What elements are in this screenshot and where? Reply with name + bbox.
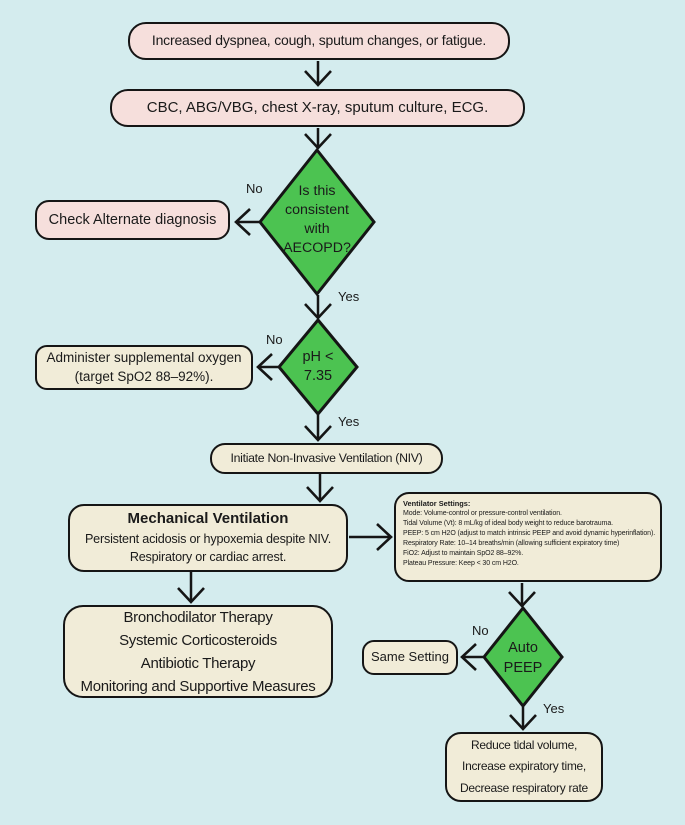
vent-settings-line: Tidal Volume (Vt): 8 mL/kg of ideal body weight to reduce barotrauma.	[403, 520, 613, 527]
vent-settings-line: Mode: Volume-control or pressure-control ventilation.	[403, 510, 562, 517]
vent-settings-line: Respiratory Rate: 10–14 breaths/min (allowing sufficient expiratory time)	[403, 540, 620, 547]
mech-vent-title: Mechanical Ventilation	[127, 509, 289, 527]
reduce-line: Increase expiratory time,	[462, 759, 586, 774]
node-same-setting	[362, 640, 458, 675]
edge-label-auto-peep-yes: Yes	[543, 701, 565, 716]
decision-ph-label: pH < 7.35	[302, 348, 334, 384]
vent-settings-line: PEEP: 5 cm H2O (adjust to match intrinsic PEEP and avoid dynamic hyperinflation).	[403, 530, 656, 537]
edge-label-aecopd-yes: Yes	[338, 289, 360, 304]
decision-auto-peep-label: Auto PEEP	[503, 640, 543, 676]
node-workup-label: CBC, ABG/VBG, chest X-ray, sputum culture, ECG.	[146, 98, 489, 116]
reduce-line: Reduce tidal volume,	[470, 737, 578, 752]
node-niv	[210, 443, 443, 474]
vent-settings-title: Ventilator Settings:	[403, 499, 471, 508]
node-reduce	[445, 732, 603, 802]
node-vent-settings	[394, 492, 662, 582]
node-workup	[110, 89, 525, 127]
vent-settings-line: Plateau Pressure: Keep < 30 cm H2O.	[403, 560, 519, 567]
node-symptoms	[128, 22, 510, 60]
node-check-alternate-label: Check Alternate diagnosis	[48, 211, 217, 228]
node-symptoms-label: Increased dyspnea, cough, sputum changes, or fatigue.	[151, 32, 487, 49]
mech-vent-line: Persistent acidosis or hypoxemia despite NIV.	[84, 531, 332, 546]
node-niv-label: Initiate Non-Invasive Ventilation (NIV)	[230, 450, 423, 465]
vent-settings-line: FiO2: Adjust to maintain SpO2 88–92%.	[403, 550, 524, 557]
edge-label-ph-yes: Yes	[338, 414, 360, 429]
node-check-alternate	[35, 200, 230, 240]
therapy-line: Monitoring and Supportive Measures	[80, 677, 316, 695]
node-mech-vent	[68, 504, 348, 572]
mech-vent-line: Respiratory or cardiac arrest.	[129, 549, 287, 564]
node-oxygen	[35, 345, 253, 390]
edge-label-ph-no: No	[266, 332, 283, 347]
edge-label-aecopd-no: No	[246, 181, 263, 196]
edge-label-auto-peep-no: No	[472, 623, 489, 638]
therapy-line: Antibiotic Therapy	[140, 654, 256, 672]
node-oxygen-label: Administer supplemental oxygen (target SpO2 88–92%).	[46, 349, 242, 384]
therapy-line: Systemic Corticosteroids	[119, 631, 277, 649]
node-same-setting-label: Same Setting	[370, 649, 450, 665]
decision-aecopd-label: Is this consistent with AECOPD?	[283, 183, 351, 256]
node-therapy	[63, 605, 333, 698]
therapy-line: Bronchodilator Therapy	[123, 608, 273, 626]
reduce-line: Decrease respiratory rate	[460, 780, 588, 795]
